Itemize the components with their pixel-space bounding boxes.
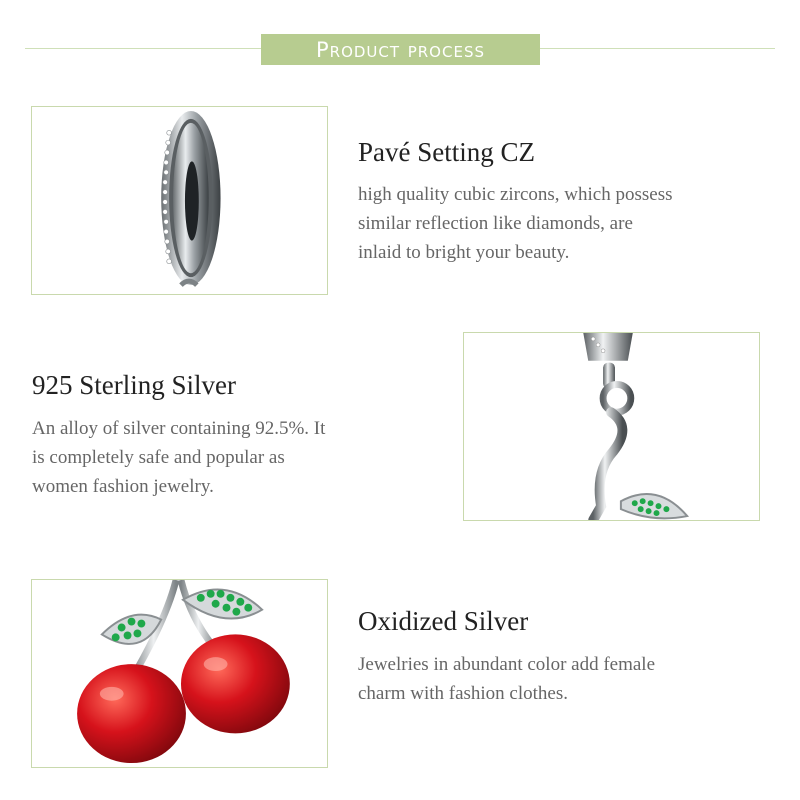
feature-description-line: women fashion jewelry. bbox=[32, 476, 214, 497]
feature-description bbox=[32, 414, 325, 501]
section-title-banner bbox=[261, 34, 540, 65]
feature-description-line: is completely safe and popular as bbox=[32, 447, 285, 468]
feature-description-line: high quality cubic zircons, which possess bbox=[358, 184, 673, 205]
cherry-charm-icon bbox=[32, 580, 327, 767]
header-rule-right bbox=[540, 48, 775, 49]
feature-image-silver bbox=[463, 332, 760, 521]
feature-image-oxidized bbox=[31, 579, 328, 768]
feature-description-line: charm with fashion clothes. bbox=[358, 683, 569, 704]
header-rule-left bbox=[25, 48, 261, 49]
silver-stem-charm-icon bbox=[464, 333, 759, 520]
feature-description bbox=[358, 180, 673, 267]
feature-heading: Pavé Setting CZ bbox=[358, 137, 535, 167]
feature-description-line: Jewelries in abundant color add female bbox=[358, 654, 656, 675]
feature-image-pave bbox=[31, 106, 328, 295]
feature-description-line: similar reflection like diamonds, are bbox=[358, 213, 633, 234]
feature-heading: Oxidized Silver bbox=[358, 606, 529, 636]
feature-description-line: An alloy of silver containing 92.5%. It bbox=[32, 418, 326, 439]
feature-heading: 925 Sterling Silver bbox=[32, 370, 236, 400]
feature-description bbox=[358, 650, 655, 708]
pave-spacer-charm-icon bbox=[32, 107, 327, 294]
section-title: Product process bbox=[315, 37, 485, 62]
feature-description-line: inlaid to bright your beauty. bbox=[358, 242, 570, 263]
